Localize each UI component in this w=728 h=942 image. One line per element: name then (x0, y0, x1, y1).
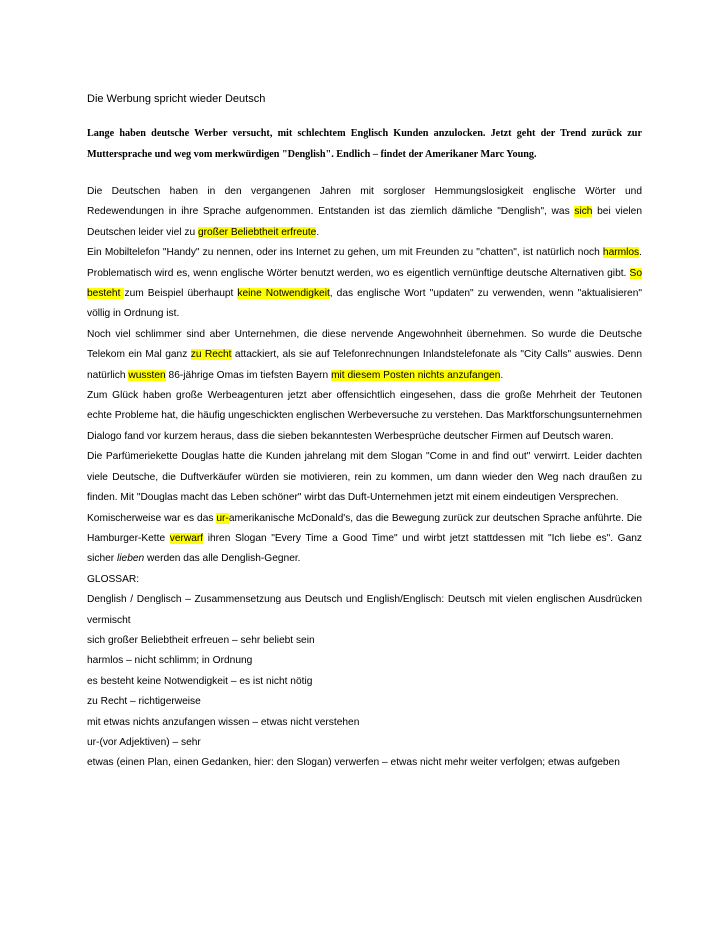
highlight: großer Beliebtheit erfreute (198, 226, 317, 238)
text-span: Noch viel schlimmer sind aber Unternehmen, die diese nervende Angewohnheit übernehmen. So wurde die Deutsche Telekom ein Mal ganz (87, 328, 642, 361)
paragraph-4: Zum Glück haben große Werbeagenturen jetzt aber offensichtlich eingesehen, dass die große Mehrheit der Teutonen echte Probleme hat, die häufig ungeschickten englischen Werbeversuche zu verstehen. Das Marktforschungsunternehmen Dialogo fand vor kurzem heraus, dass die sieben bekanntesten Werbesprüche deutscher Firmen auf Deutsch waren. (87, 390, 642, 442)
highlight: So besteht (87, 267, 642, 300)
highlight: sich (574, 206, 593, 218)
highlight: wussten (128, 369, 166, 381)
article-body (87, 182, 642, 774)
text-span: zum Beispiel überhaupt (124, 288, 238, 300)
glossary-entry: sich großer Beliebtheit erfreuen – sehr beliebt sein (87, 634, 315, 646)
highlight: mit diesem Posten nichts anzufangen (331, 369, 501, 381)
text-span: , das englische Wort "updaten" zu verwenden, wenn "aktualisieren" völlig in Ordnung ist. (87, 288, 643, 320)
text-span: bei vielen Deutschen leider viel zu (87, 206, 643, 238)
highlight: verwarf (169, 532, 204, 544)
paragraph-6 (87, 509, 642, 570)
emphasis: lieben (117, 553, 145, 565)
glossary-heading: GLOSSAR: (87, 573, 140, 585)
paragraph-2 (87, 243, 642, 325)
text-span: 86-jährige Omas im tiefsten Bayern (165, 369, 332, 381)
glossary-entry: Denglish / Denglisch – Zusammensetzung aus Deutsch und English/Englisch: Deutsch mit vielen englischen Ausdrücken vermischt (87, 594, 642, 626)
glossary-entry: es besteht keine Notwendigkeit – es ist nicht nötig (87, 675, 313, 687)
text-span: ihren Slogan "Every Time a Good Time" und wirbt jetzt stattdessen mit "Ich liebe es". Ganz sicher (87, 532, 643, 565)
text-span: . (500, 369, 504, 381)
paragraph-5: Die Parfümeriekette Douglas hatte die Kunden jahrelang mit dem Slogan "Come in and find out" verwirrt. Leider dachten viele Deutsche, die Duftverkäufer würden sie motivieren, rein zu kommen, um dann wieder den Weg nach draußen zu finden. Mit "Douglas macht das Leben schöner" wirbt das Duft-Unternehmen jetzt mit einem eindeutigen Versprechen. (87, 451, 642, 504)
text-span: attackiert, als sie auf Telefonrechnungen Inlandstelefonate als "City Calls" auswies. Denn natürlich (87, 349, 642, 381)
text-span: . (316, 226, 320, 238)
text-span: . Problematisch wird es, wenn englische Wörter benutzt werden, wo es eigentlich vernünftige deutsche Alternativen gibt. (87, 247, 642, 279)
glossary-entry: ur-(vor Adjektiven) – sehr (87, 736, 201, 748)
glossary-entry: etwas (einen Plan, einen Gedanken, hier: den Slogan) verwerfen – etwas nicht mehr weiter verfolgen; etwas aufgeben (87, 757, 620, 769)
paragraph-1 (87, 182, 642, 243)
text-span: werden das alle Denglish-Gegner. (144, 553, 301, 565)
glossary-entry: harmlos – nicht schlimm; in Ordnung (87, 655, 253, 667)
highlight: keine Notwendigkeit (237, 288, 330, 300)
text-span: amerikanische McDonald's, das die Bewegung zurück zur deutschen Sprache anführte. Die Hamburger-Kette (87, 512, 643, 544)
article-title: Die Werbung spricht wieder Deutsch (87, 93, 266, 105)
text-span: Die Deutschen haben in den vergangenen Jahren mit sorgloser Hemmungslosigkeit englische Wörter und Redewendungen in ihre Sprache aufgenommen. Entstanden ist das ziemlich dämliche "Denglish", was (87, 186, 642, 218)
highlight: ur- (216, 512, 229, 524)
text-span: Komischerweise war es das (87, 512, 217, 524)
paragraph-3 (87, 325, 642, 386)
glossary-entry: zu Recht – richtigerweise (87, 696, 201, 708)
glossary-entry: mit etwas nichts anzufangen wissen – etwas nicht verstehen (87, 716, 360, 728)
highlight: harmlos (602, 247, 640, 259)
highlight: zu Recht (190, 349, 232, 361)
article-lead: Lange haben deutsche Werber versucht, mit schlechtem Englisch Kunden anzulocken. Jetzt geht der Trend zurück zur Muttersprache und weg vom merkwürdigen "Denglish". Endlich – findet der Amerikaner Marc Young. (87, 128, 642, 160)
text-span: Ein Mobiltelefon "Handy" zu nennen, oder ins Internet zu gehen, um mit Freunden zu "chatten", ist natürlich noch (87, 247, 603, 259)
